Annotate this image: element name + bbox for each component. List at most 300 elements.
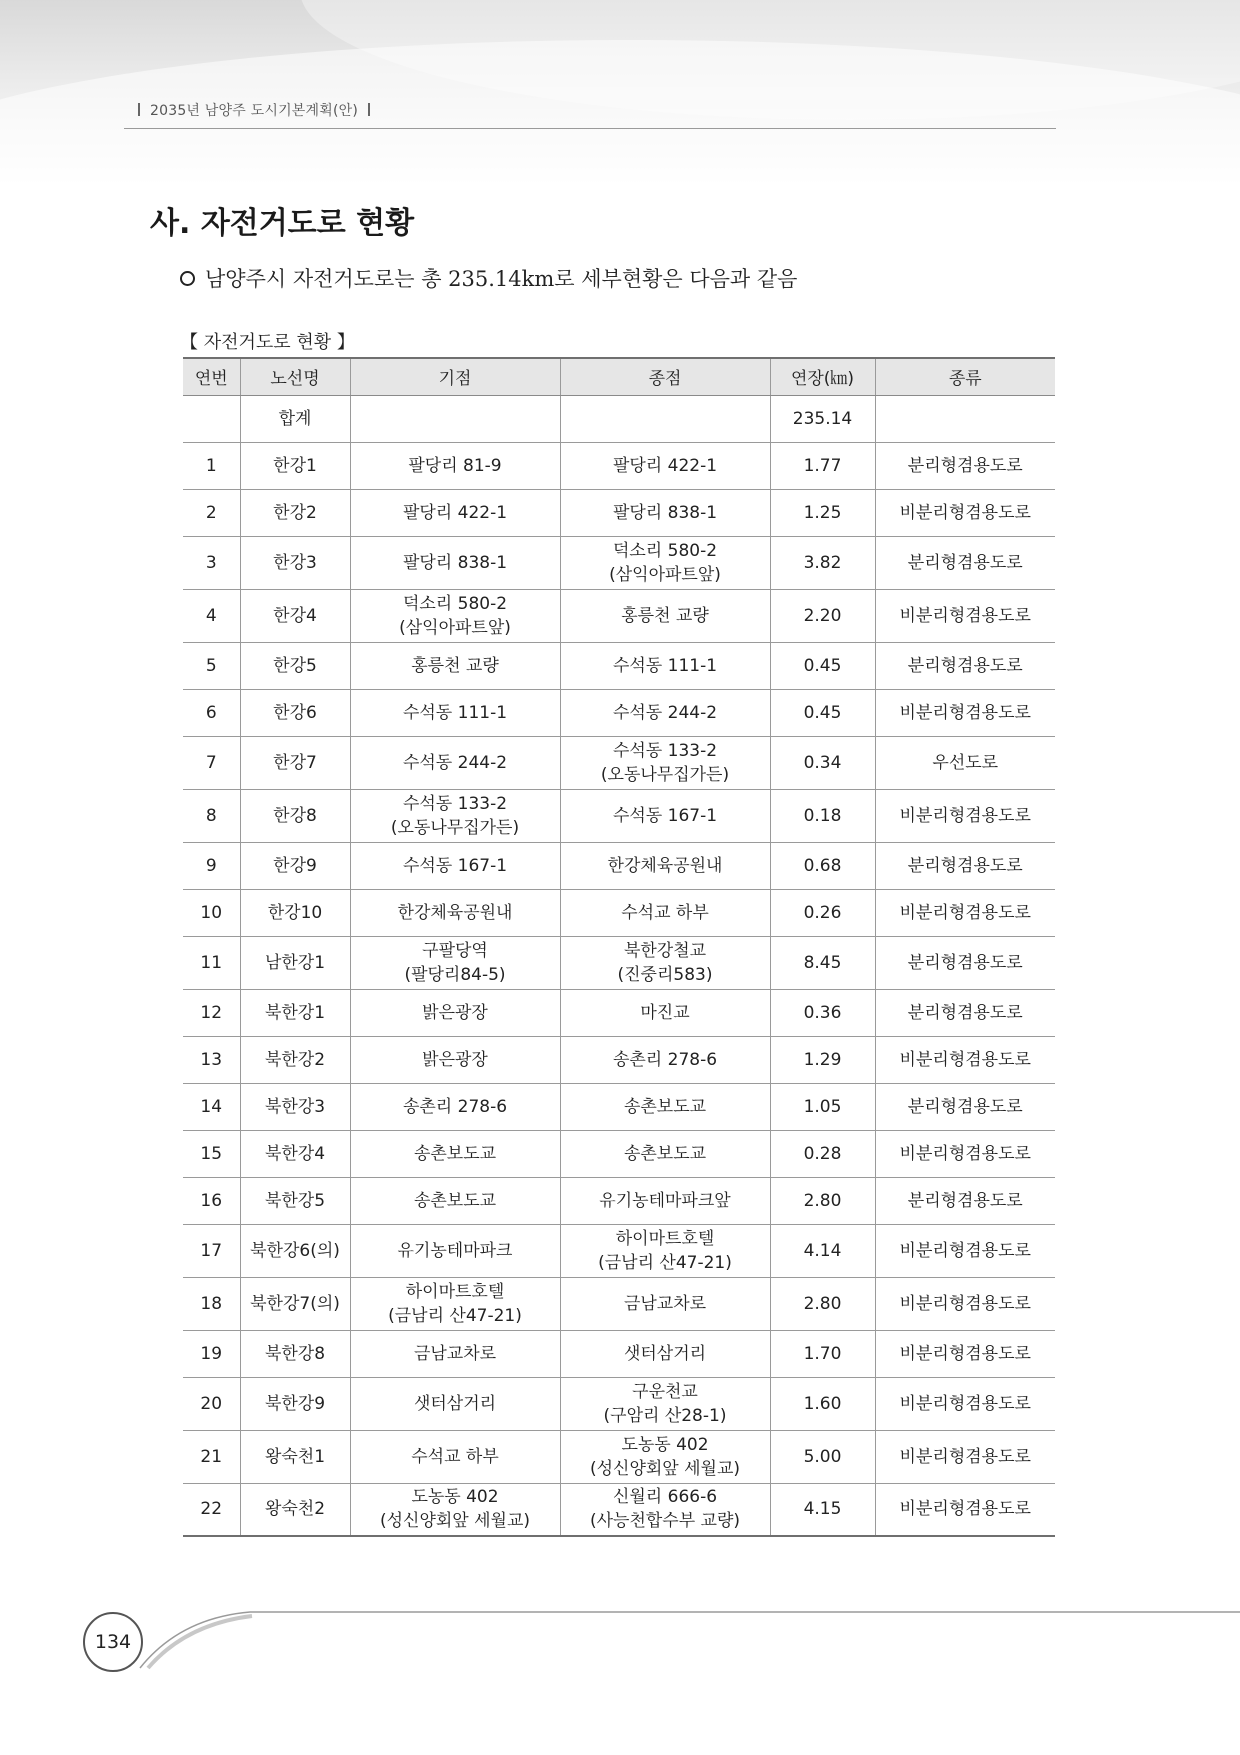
table-row bbox=[183, 936, 1055, 989]
table-row bbox=[183, 1483, 1055, 1536]
cell-start-line: 수석동 167-1 bbox=[402, 855, 508, 876]
cell-no bbox=[183, 642, 240, 689]
cell-start bbox=[350, 889, 560, 936]
cell-no bbox=[183, 936, 240, 989]
cell-start bbox=[350, 842, 560, 889]
table-row bbox=[183, 642, 1055, 689]
cell-type bbox=[875, 1330, 1055, 1377]
cell-name bbox=[240, 1377, 350, 1430]
cell-end-line: 수석동 244-2 bbox=[612, 702, 718, 723]
cell-type bbox=[875, 936, 1055, 989]
table-row bbox=[183, 442, 1055, 489]
cell-name-line: 한강7 bbox=[273, 752, 317, 773]
cell-length-line: 0.26 bbox=[803, 902, 842, 923]
cell-no bbox=[183, 1224, 240, 1277]
cell-start bbox=[350, 789, 560, 842]
cell-length-line: 0.18 bbox=[803, 805, 842, 826]
cell-length bbox=[770, 842, 875, 889]
cell-length-line: 1.05 bbox=[803, 1096, 842, 1117]
cell-type bbox=[875, 842, 1055, 889]
cell-no bbox=[183, 1277, 240, 1330]
cell-no-line: 15 bbox=[200, 1143, 223, 1164]
cell-type bbox=[875, 642, 1055, 689]
cell-no-line: 6 bbox=[205, 702, 217, 723]
cell-no-line: 7 bbox=[205, 752, 217, 773]
table-row bbox=[183, 1430, 1055, 1483]
cell-type bbox=[875, 789, 1055, 842]
table-row bbox=[183, 689, 1055, 736]
cell-end-line: 금남교차로 bbox=[623, 1293, 707, 1314]
cell-end bbox=[560, 1083, 770, 1130]
cell-name-line: 북한강1 bbox=[264, 1002, 326, 1023]
cell-name-line: 북한강6(의) bbox=[250, 1240, 340, 1261]
column-header: 연장(㎞) bbox=[770, 358, 875, 395]
cell-type bbox=[875, 689, 1055, 736]
cell-length-line: 0.68 bbox=[803, 855, 842, 876]
cell-end bbox=[560, 442, 770, 489]
cell-no-line: 11 bbox=[200, 952, 223, 973]
cell-length bbox=[770, 536, 875, 589]
cell-type bbox=[875, 989, 1055, 1036]
cell-start bbox=[350, 489, 560, 536]
cell-type bbox=[875, 1083, 1055, 1130]
cell-end bbox=[560, 1430, 770, 1483]
cell-end bbox=[560, 536, 770, 589]
cell-length bbox=[770, 1277, 875, 1330]
running-head bbox=[128, 100, 380, 120]
cell-no bbox=[183, 1377, 240, 1430]
cell-length-line: 4.14 bbox=[803, 1240, 842, 1261]
cell-name-line: 북한강4 bbox=[264, 1143, 326, 1164]
table-header-row bbox=[183, 358, 1055, 395]
cell-start-line: 수석동 133-2 bbox=[402, 793, 508, 814]
table-row bbox=[183, 1036, 1055, 1083]
cell-length bbox=[770, 489, 875, 536]
divider-bar bbox=[368, 103, 370, 116]
page-number: 134 bbox=[83, 1612, 143, 1672]
cell-name-line: 한강2 bbox=[273, 502, 317, 523]
cell-end bbox=[560, 1130, 770, 1177]
cell-end bbox=[560, 842, 770, 889]
cell-end-line: (진중리583) bbox=[617, 964, 713, 985]
cell-start-line: 금남교차로 bbox=[413, 1343, 497, 1364]
cell-type-line: 비분리형겸용도로 bbox=[899, 1143, 1031, 1164]
cell-length bbox=[770, 689, 875, 736]
cell-name bbox=[240, 589, 350, 642]
cell-length bbox=[770, 789, 875, 842]
cell-start-line: 하이마트호텔 bbox=[405, 1281, 505, 1302]
cell-end bbox=[560, 989, 770, 1036]
cell-start bbox=[350, 689, 560, 736]
cell-start-line: 구팔당역 bbox=[422, 940, 488, 961]
cell-type-line: 분리형겸용도로 bbox=[907, 1002, 1023, 1023]
cell-name bbox=[240, 1330, 350, 1377]
cell-name-line: 왕숙천2 bbox=[264, 1499, 326, 1520]
cell-start-line: 한강체육공원내 bbox=[397, 902, 513, 923]
cell-start-line: (금남리 산47-21) bbox=[388, 1305, 522, 1326]
column-header: 노선명 bbox=[240, 358, 350, 395]
cell-name bbox=[240, 936, 350, 989]
cell-start bbox=[350, 1483, 560, 1536]
cell-end-line: 수석교 하부 bbox=[621, 902, 709, 923]
cell-type bbox=[875, 736, 1055, 789]
cell-name bbox=[240, 736, 350, 789]
cell-end-line: 수석동 111-1 bbox=[612, 655, 718, 676]
cell-start bbox=[350, 442, 560, 489]
cell-type bbox=[875, 1377, 1055, 1430]
table-row bbox=[183, 1377, 1055, 1430]
cell-no-line: 12 bbox=[200, 1002, 223, 1023]
cell-length-line: 3.82 bbox=[803, 552, 842, 573]
cell-length bbox=[770, 736, 875, 789]
cell-length bbox=[770, 1377, 875, 1430]
cell-start bbox=[350, 1083, 560, 1130]
cell-type-line: 비분리형겸용도로 bbox=[899, 1446, 1031, 1467]
cell-no-line: 13 bbox=[200, 1049, 223, 1070]
cell-length-line: 2.80 bbox=[803, 1293, 842, 1314]
cell-length-line: 1.25 bbox=[803, 502, 842, 523]
cell-start-line: 밝은광장 bbox=[422, 1002, 488, 1023]
cell-end-line: 하이마트호텔 bbox=[615, 1228, 715, 1249]
cell-no-line: 3 bbox=[205, 552, 217, 573]
cell-no bbox=[183, 442, 240, 489]
cell-no-line: 14 bbox=[200, 1096, 223, 1117]
cell-start-line: 도농동 402 bbox=[411, 1487, 499, 1508]
cell-end bbox=[560, 736, 770, 789]
cell-end-line: 마진교 bbox=[640, 1002, 690, 1023]
table-row bbox=[183, 889, 1055, 936]
column-header: 종류 bbox=[875, 358, 1055, 395]
cell-no-line: 19 bbox=[200, 1343, 223, 1364]
cell-start bbox=[350, 642, 560, 689]
cell-length-line: 1.77 bbox=[803, 455, 842, 476]
table-row bbox=[183, 736, 1055, 789]
cell-name-line: 북한강7(의) bbox=[250, 1293, 340, 1314]
cell-start-line: 수석교 하부 bbox=[411, 1446, 499, 1467]
cell-end-line: (금남리 산47-21) bbox=[598, 1252, 732, 1273]
cell-type-line: 비분리형겸용도로 bbox=[899, 805, 1031, 826]
cell-no bbox=[183, 689, 240, 736]
cell-length bbox=[770, 1083, 875, 1130]
cell-type-line: 비분리형겸용도로 bbox=[899, 502, 1031, 523]
cell-start-line: 덕소리 580-2 bbox=[402, 593, 508, 614]
cell-end-line: 송촌보도교 bbox=[623, 1143, 707, 1164]
cell-length bbox=[770, 1177, 875, 1224]
table-caption: 【 자전거도로 현황 】 bbox=[180, 332, 355, 353]
cell-end bbox=[560, 789, 770, 842]
cell-end bbox=[560, 1377, 770, 1430]
cell-name bbox=[240, 1483, 350, 1536]
cell-type-line: 비분리형겸용도로 bbox=[899, 702, 1031, 723]
cell-length bbox=[770, 989, 875, 1036]
running-title: 2035년 남양주 도시기본계획(안) bbox=[150, 103, 359, 119]
cell-no-line: 21 bbox=[200, 1446, 223, 1467]
cell-end bbox=[560, 1177, 770, 1224]
cell-start-line: 팔당리 422-1 bbox=[402, 502, 508, 523]
table-row bbox=[183, 1177, 1055, 1224]
cell-no bbox=[183, 842, 240, 889]
cell-name bbox=[240, 1277, 350, 1330]
cell-name-line: 한강4 bbox=[273, 605, 317, 626]
cell-end bbox=[560, 1277, 770, 1330]
cell-no bbox=[183, 1083, 240, 1130]
cell-start bbox=[350, 1277, 560, 1330]
table-row bbox=[183, 589, 1055, 642]
cell-start bbox=[350, 1130, 560, 1177]
cell-name-line: 한강10 bbox=[267, 902, 323, 923]
cell-name bbox=[240, 1083, 350, 1130]
cell-name bbox=[240, 842, 350, 889]
table-total-row bbox=[183, 395, 1055, 442]
table-row bbox=[183, 489, 1055, 536]
bike-road-table bbox=[183, 357, 1055, 1537]
cell-name bbox=[240, 1177, 350, 1224]
cell-name-line: 한강3 bbox=[273, 552, 317, 573]
cell-name-line: 북한강9 bbox=[264, 1393, 326, 1414]
cell-no-line: 22 bbox=[200, 1499, 223, 1520]
cell-no-line: 18 bbox=[200, 1293, 223, 1314]
cell-no bbox=[183, 395, 240, 442]
cell-end-line: 북한강철교 bbox=[623, 940, 707, 961]
cell-name-line: 북한강8 bbox=[264, 1343, 326, 1364]
cell-no bbox=[183, 889, 240, 936]
cell-no-line: 8 bbox=[205, 805, 217, 826]
cell-end bbox=[560, 936, 770, 989]
cell-name bbox=[240, 1036, 350, 1083]
cell-name-line: 북한강3 bbox=[264, 1096, 326, 1117]
cell-type-line: 분리형겸용도로 bbox=[907, 1096, 1023, 1117]
cell-type-line: 분리형겸용도로 bbox=[907, 655, 1023, 676]
cell-name bbox=[240, 1224, 350, 1277]
cell-name bbox=[240, 889, 350, 936]
cell-no bbox=[183, 789, 240, 842]
cell-end bbox=[560, 1036, 770, 1083]
cell-type bbox=[875, 1130, 1055, 1177]
cell-end-line: 송촌보도교 bbox=[623, 1096, 707, 1117]
cell-start bbox=[350, 1430, 560, 1483]
table-row bbox=[183, 1330, 1055, 1377]
cell-no bbox=[183, 1330, 240, 1377]
cell-start bbox=[350, 395, 560, 442]
cell-name-line: 한강9 bbox=[273, 855, 317, 876]
cell-name bbox=[240, 489, 350, 536]
cell-end bbox=[560, 889, 770, 936]
cell-end-line: (사능천합수부 교량) bbox=[589, 1511, 741, 1532]
cell-type bbox=[875, 589, 1055, 642]
cell-length-line: 5.00 bbox=[803, 1446, 842, 1467]
cell-length bbox=[770, 1036, 875, 1083]
cell-name-line: 왕숙천1 bbox=[264, 1446, 326, 1467]
cell-length bbox=[770, 1224, 875, 1277]
cell-start bbox=[350, 1036, 560, 1083]
cell-no-line: 17 bbox=[200, 1240, 223, 1261]
cell-type bbox=[875, 442, 1055, 489]
cell-name bbox=[240, 442, 350, 489]
cell-length-line: 1.60 bbox=[803, 1393, 842, 1414]
cell-end bbox=[560, 1224, 770, 1277]
cell-end bbox=[560, 689, 770, 736]
cell-length bbox=[770, 889, 875, 936]
cell-length bbox=[770, 589, 875, 642]
header-band bbox=[0, 0, 1240, 190]
cell-no bbox=[183, 1430, 240, 1483]
column-header: 연번 bbox=[183, 358, 240, 395]
table-row bbox=[183, 842, 1055, 889]
cell-type-line: 분리형겸용도로 bbox=[907, 952, 1023, 973]
cell-start bbox=[350, 536, 560, 589]
cell-type bbox=[875, 536, 1055, 589]
cell-length bbox=[770, 936, 875, 989]
cell-start-line: 유기농테마파크 bbox=[397, 1240, 513, 1261]
cell-length bbox=[770, 1130, 875, 1177]
cell-no bbox=[183, 489, 240, 536]
cell-start-line: 밝은광장 bbox=[422, 1049, 488, 1070]
cell-end-line: 팔당리 422-1 bbox=[612, 455, 718, 476]
cell-start-line: 팔당리 838-1 bbox=[402, 552, 508, 573]
cell-type bbox=[875, 1036, 1055, 1083]
cell-length-line: 0.28 bbox=[803, 1143, 842, 1164]
cell-type-line: 분리형겸용도로 bbox=[907, 455, 1023, 476]
cell-type-line: 분리형겸용도로 bbox=[907, 855, 1023, 876]
cell-type bbox=[875, 1224, 1055, 1277]
cell-length: 235.14 bbox=[770, 395, 875, 442]
cell-type bbox=[875, 489, 1055, 536]
cell-start bbox=[350, 936, 560, 989]
cell-end-line: 신월리 666-6 bbox=[612, 1487, 718, 1508]
cell-name bbox=[240, 689, 350, 736]
cell-no-line: 1 bbox=[205, 455, 217, 476]
cell-end-line: 샛터삼거리 bbox=[623, 1343, 707, 1364]
cell-type-line: 비분리형겸용도로 bbox=[899, 1499, 1031, 1520]
cell-type-line: 비분리형겸용도로 bbox=[899, 1240, 1031, 1261]
cell-length bbox=[770, 442, 875, 489]
cell-start-line: (삼익아파트앞) bbox=[399, 617, 511, 638]
cell-type bbox=[875, 1177, 1055, 1224]
cell-length bbox=[770, 1430, 875, 1483]
cell-start bbox=[350, 989, 560, 1036]
cell-name-line: 남한강1 bbox=[264, 952, 326, 973]
cell-name bbox=[240, 1130, 350, 1177]
footer-swoosh bbox=[120, 1610, 1240, 1670]
cell-end-line: (구암리 산28-1) bbox=[603, 1405, 727, 1426]
cell-length-line: 8.45 bbox=[803, 952, 842, 973]
cell-start-line: (오동나무집가든) bbox=[390, 817, 520, 838]
header-rule bbox=[124, 128, 1056, 129]
cell-name bbox=[240, 536, 350, 589]
cell-start bbox=[350, 1224, 560, 1277]
column-header: 기점 bbox=[350, 358, 560, 395]
bullet-paragraph bbox=[180, 263, 797, 293]
cell-no bbox=[183, 989, 240, 1036]
cell-end bbox=[560, 589, 770, 642]
cell-end bbox=[560, 1330, 770, 1377]
cell-type-line: 비분리형겸용도로 bbox=[899, 605, 1031, 626]
cell-start bbox=[350, 589, 560, 642]
cell-name bbox=[240, 1430, 350, 1483]
cell-type-line: 비분리형겸용도로 bbox=[899, 902, 1031, 923]
cell-length bbox=[770, 1330, 875, 1377]
cell-start-line: 송촌리 278-6 bbox=[402, 1096, 508, 1117]
cell-length-line: 2.20 bbox=[803, 605, 842, 626]
cell-name-line: 북한강5 bbox=[264, 1190, 326, 1211]
cell-name: 합계 bbox=[240, 395, 350, 442]
cell-type bbox=[875, 889, 1055, 936]
cell-name bbox=[240, 989, 350, 1036]
cell-length bbox=[770, 1483, 875, 1536]
table-row bbox=[183, 989, 1055, 1036]
cell-start-line: (성신양회앞 세월교) bbox=[379, 1511, 531, 1532]
cell-no-line: 16 bbox=[200, 1190, 223, 1211]
table-row bbox=[183, 1277, 1055, 1330]
cell-length-line: 2.80 bbox=[803, 1190, 842, 1211]
bullet-text: 남양주시 자전거도로는 총 235.14km로 세부현황은 다음과 같음 bbox=[205, 267, 798, 291]
cell-start bbox=[350, 1177, 560, 1224]
cell-no bbox=[183, 1036, 240, 1083]
cell-start-line: (팔당리84-5) bbox=[404, 964, 506, 985]
cell-end bbox=[560, 489, 770, 536]
cell-start-line: 송촌보도교 bbox=[413, 1143, 497, 1164]
cell-end-line: (삼익아파트앞) bbox=[609, 564, 721, 585]
cell-end bbox=[560, 1483, 770, 1536]
cell-type-line: 분리형겸용도로 bbox=[907, 552, 1023, 573]
cell-end-line: 구운천교 bbox=[632, 1381, 698, 1402]
cell-no-line: 4 bbox=[205, 605, 217, 626]
divider-bar bbox=[138, 103, 140, 116]
table-row bbox=[183, 536, 1055, 589]
cell-type-line: 우선도로 bbox=[932, 752, 999, 773]
cell-no bbox=[183, 589, 240, 642]
cell-type-line: 비분리형겸용도로 bbox=[899, 1049, 1031, 1070]
cell-length-line: 0.45 bbox=[803, 702, 842, 723]
cell-end-line: 덕소리 580-2 bbox=[612, 540, 718, 561]
cell-type bbox=[875, 395, 1055, 442]
cell-no bbox=[183, 1177, 240, 1224]
cell-length-line: 4.15 bbox=[803, 1499, 842, 1520]
table-row bbox=[183, 1224, 1055, 1277]
cell-no bbox=[183, 1483, 240, 1536]
cell-no bbox=[183, 1130, 240, 1177]
cell-no bbox=[183, 536, 240, 589]
cell-start-line: 샛터삼거리 bbox=[413, 1393, 497, 1414]
cell-start-line: 홍릉천 교량 bbox=[411, 655, 499, 676]
cell-name-line: 한강1 bbox=[273, 455, 317, 476]
cell-name-line: 한강5 bbox=[273, 655, 317, 676]
cell-no-line: 5 bbox=[205, 655, 217, 676]
cell-name bbox=[240, 789, 350, 842]
cell-type bbox=[875, 1430, 1055, 1483]
table-row bbox=[183, 1130, 1055, 1177]
cell-no bbox=[183, 736, 240, 789]
table-row bbox=[183, 789, 1055, 842]
cell-type bbox=[875, 1277, 1055, 1330]
cell-end bbox=[560, 395, 770, 442]
cell-length-line: 1.70 bbox=[803, 1343, 842, 1364]
cell-end-line: (오동나무집가든) bbox=[600, 764, 730, 785]
cell-start-line: 송촌보도교 bbox=[413, 1190, 497, 1211]
cell-end-line: 유기농테마파크앞 bbox=[599, 1190, 731, 1211]
cell-no-line: 20 bbox=[200, 1393, 223, 1414]
table-row bbox=[183, 1083, 1055, 1130]
cell-name-line: 한강8 bbox=[273, 805, 317, 826]
cell-no-line: 9 bbox=[205, 855, 217, 876]
cell-length-line: 0.45 bbox=[803, 655, 842, 676]
cell-name bbox=[240, 642, 350, 689]
cell-no-line: 2 bbox=[205, 502, 217, 523]
cell-type-line: 비분리형겸용도로 bbox=[899, 1393, 1031, 1414]
cell-type-line: 비분리형겸용도로 bbox=[899, 1343, 1031, 1364]
cell-length-line: 0.34 bbox=[803, 752, 842, 773]
cell-start bbox=[350, 736, 560, 789]
